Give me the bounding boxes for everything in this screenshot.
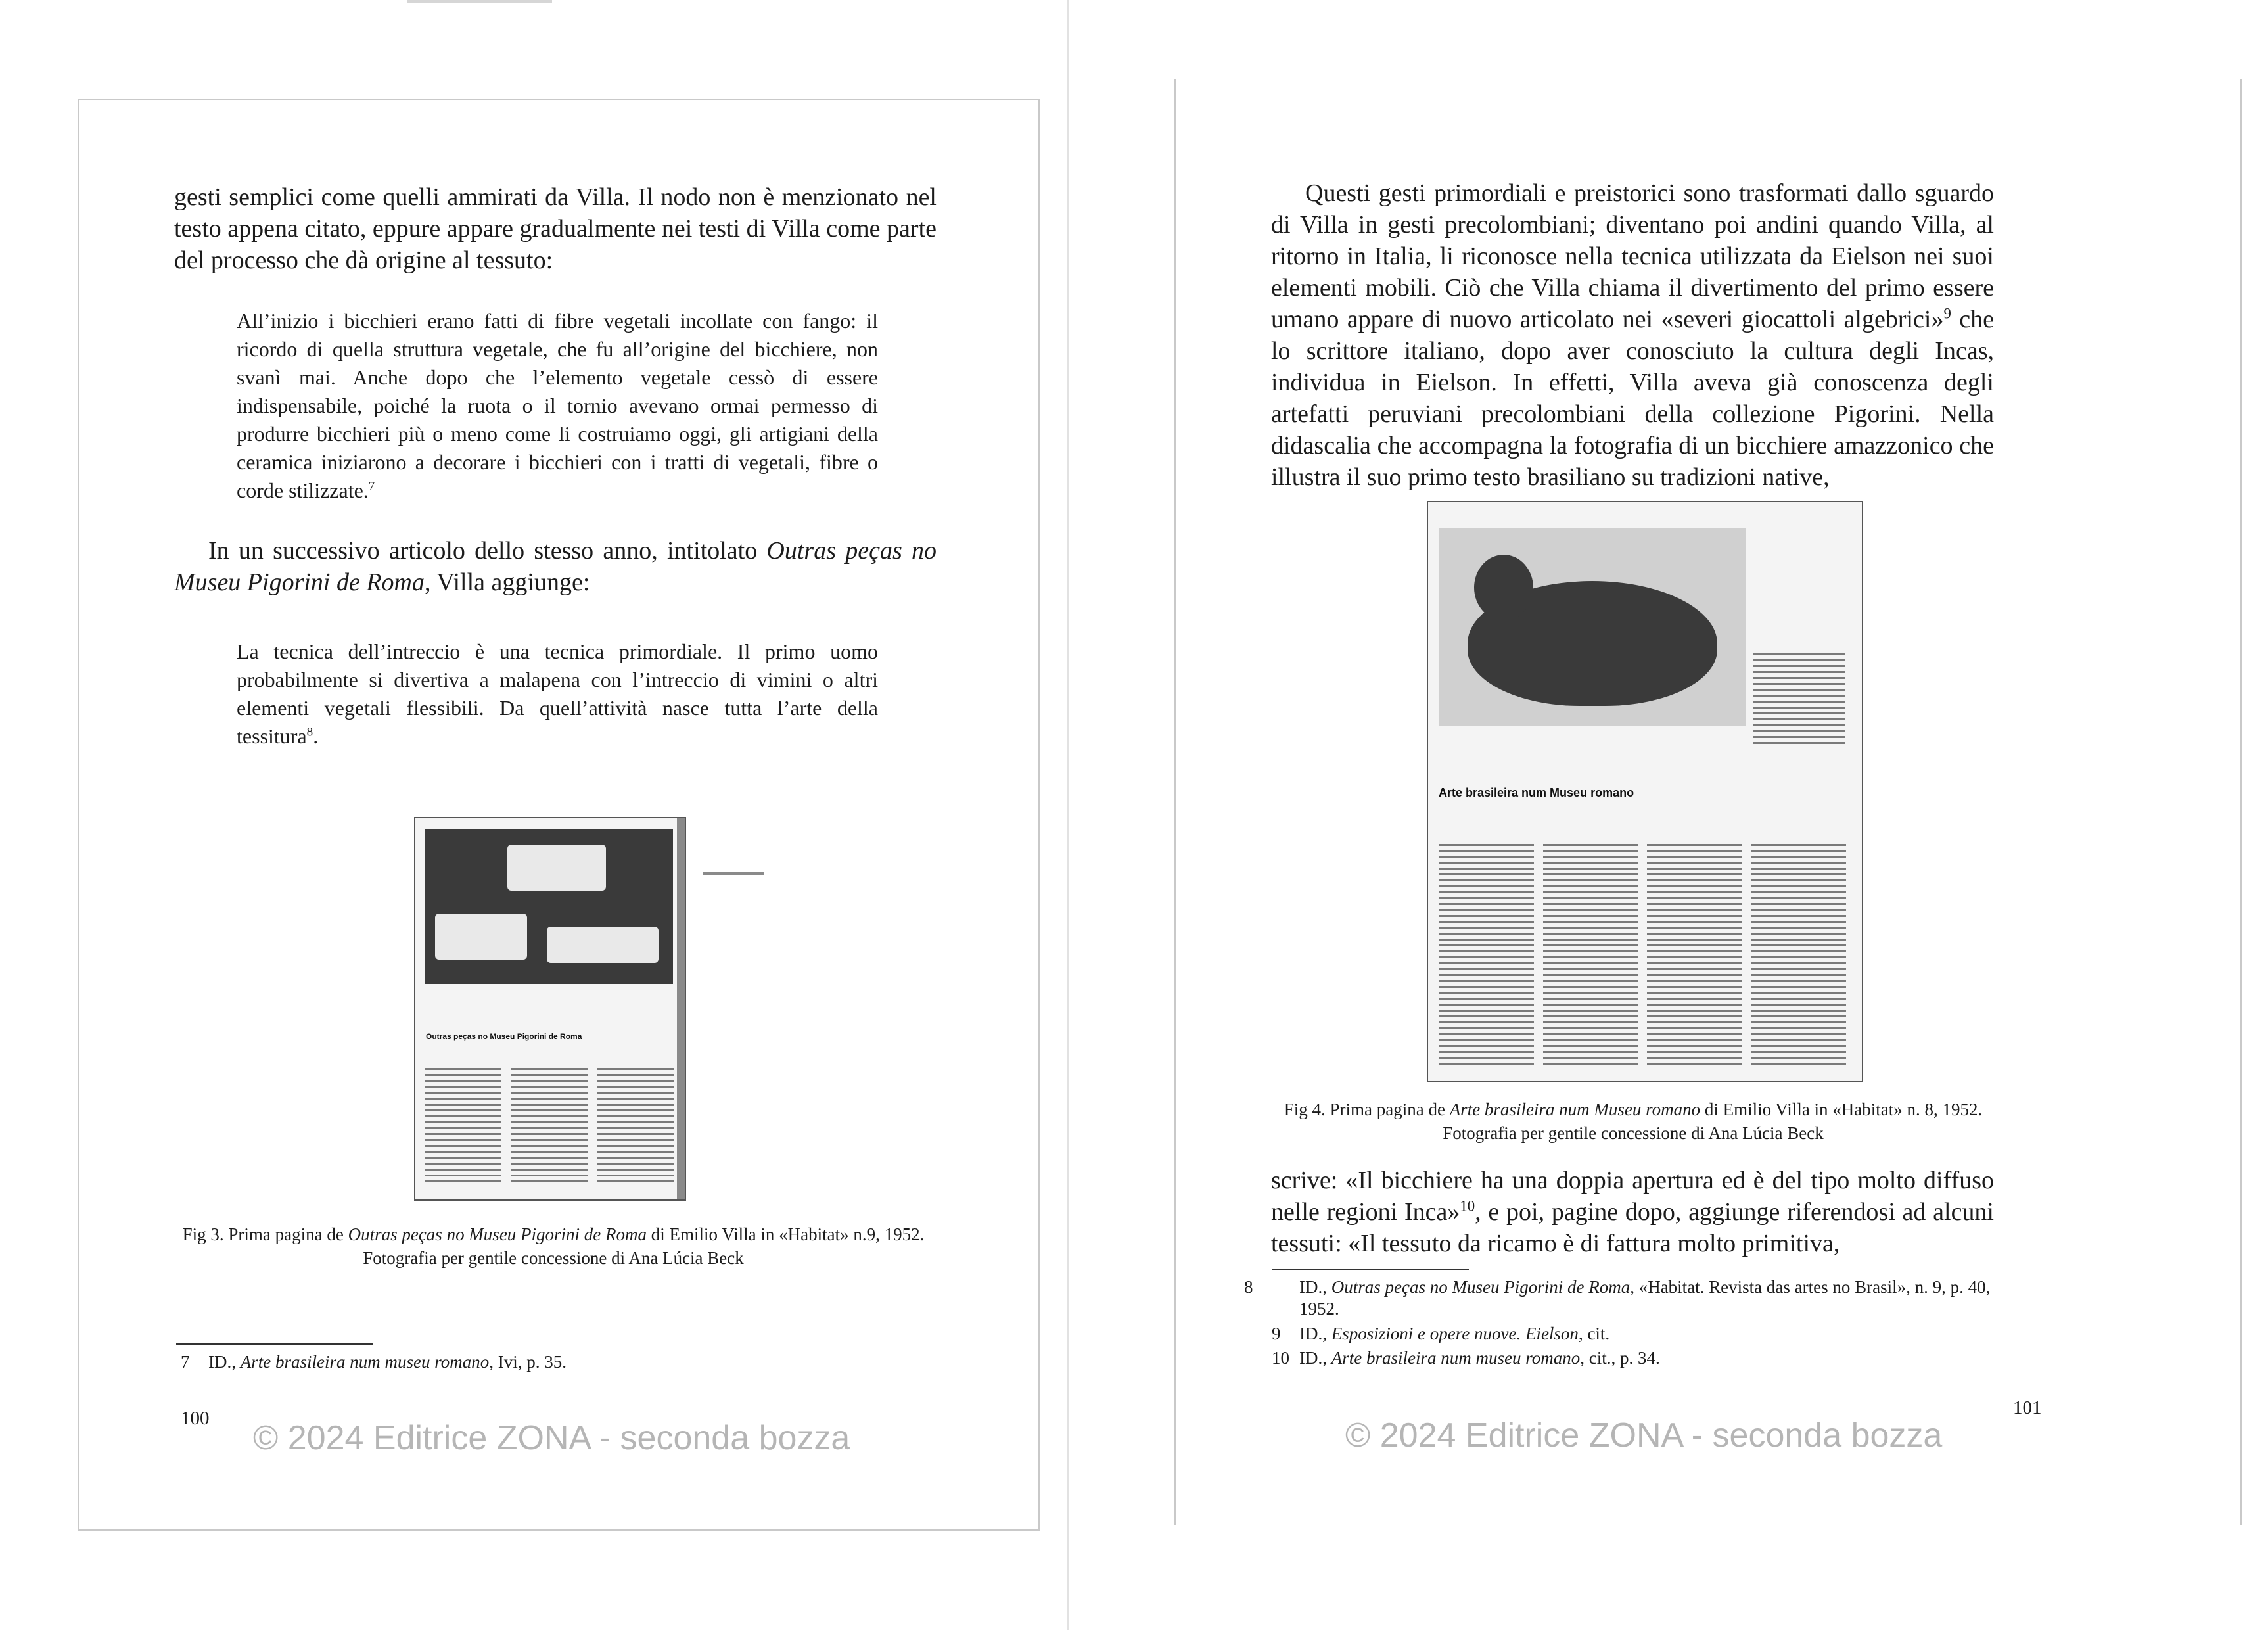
text-column bbox=[425, 1068, 501, 1186]
caption-title: Arte brasileira num Museu romano bbox=[1449, 1100, 1701, 1119]
paragraph-2-end: , e poi, pagine dopo, aggiunge riferendosi ad alcuni tessuti: «Il tessuto da ricamo è di fattura molto primitiva, bbox=[1271, 1198, 1994, 1257]
paragraph-2-start: scrive: «Il bicchiere ha una doppia apertura ed è del tipo molto diffuso nelle regioni Inca» bbox=[1271, 1167, 1994, 1226]
caption-end: di Emilio Villa in «Habitat» n. 8, 1952. Fotografia per gentile concessione di Ana Lúcia Beck bbox=[1443, 1100, 1983, 1143]
comb-shape-1 bbox=[507, 845, 606, 891]
footnote-rule bbox=[1272, 1269, 1469, 1270]
footnote-title: Arte brasileira num museu romano bbox=[1331, 1348, 1581, 1368]
paragraph-1-end: che lo scrittore italiano, dopo aver conosciuto la cultura degli Incas, individua in Eielson. In effetti, Villa aveva già conoscenza degli artefatti peruviani precolombiani della collezione Pigorini. Nella didascalia che accompagna la fotografia di un bicchiere amazzonico che illustra il suo primo testo brasiliano su tradizioni native, bbox=[1271, 306, 1994, 491]
footnote-rule bbox=[176, 1343, 373, 1345]
footnote-8 bbox=[1244, 1276, 2022, 1320]
figure-3-text-columns bbox=[425, 1068, 674, 1186]
watermark: © 2024 Editrice ZONA - seconda bozza bbox=[1345, 1416, 1943, 1455]
figure-4-text-columns bbox=[1439, 844, 1846, 1067]
watermark: © 2024 Editrice ZONA - seconda bozza bbox=[253, 1419, 850, 1457]
footnote-number: 8 bbox=[1244, 1277, 1253, 1297]
caption-start: Fig 4. Prima pagina de bbox=[1284, 1100, 1450, 1119]
paragraph-2-start: In un successivo articolo dello stesso anno, intitolato bbox=[208, 537, 767, 565]
footnote-author: ID., bbox=[1299, 1277, 1331, 1297]
text-column bbox=[1753, 653, 1845, 745]
text-column bbox=[1543, 844, 1638, 1067]
scan-mark bbox=[703, 872, 764, 875]
page-number: 101 bbox=[2013, 1397, 2042, 1418]
figure-4-side-column bbox=[1753, 653, 1845, 745]
footnote-author: ID., bbox=[208, 1352, 241, 1372]
left-page bbox=[0, 0, 1068, 1630]
text-column bbox=[1647, 844, 1742, 1067]
left-paragraph-2 bbox=[174, 535, 937, 598]
figure-3-right-strip bbox=[677, 818, 685, 1199]
footnote-number: 9 bbox=[1272, 1324, 1281, 1343]
left-quote-1 bbox=[237, 307, 878, 505]
comb-shape-2 bbox=[435, 914, 527, 960]
footnote-number: 10 bbox=[1272, 1348, 1289, 1368]
text-column bbox=[597, 1068, 674, 1186]
right-paragraph-1 bbox=[1271, 177, 1994, 493]
footnote-9 bbox=[1272, 1323, 1995, 1345]
footnote-rest: , cit. bbox=[1578, 1324, 1610, 1343]
footnote-rest: , Ivi, p. 35. bbox=[489, 1352, 567, 1372]
page-number: 100 bbox=[181, 1408, 210, 1429]
footnote-number: 7 bbox=[181, 1352, 190, 1372]
caption-title: Outras peças no Museu Pigorini de Roma bbox=[348, 1224, 647, 1244]
text-column bbox=[1439, 844, 1534, 1067]
right-paragraph-2 bbox=[1271, 1165, 1994, 1259]
footnote-author: ID., bbox=[1299, 1324, 1331, 1343]
figure-3-caption bbox=[172, 1222, 935, 1270]
vessel-head bbox=[1474, 555, 1533, 620]
figure-3-heading: Outras peças no Museu Pigorini de Roma bbox=[426, 1032, 582, 1041]
quote-1-text: All’inizio i bicchieri erano fatti di fibre vegetali incollate con fango: il ricordo di quella struttura vegetale, che fu all’origine del bicchiere, non svanì mai. Anche dopo che l’elemento vegetale cessò di essere indispensabile, poiché la ruota o il tornio avevano ormai permesso di produrre bicchieri più o meno come li costruiamo oggi, gli artigiani della ceramica iniziarono a decorare i bicchieri con i tratti di vegetali, fibre o corde stilizzate. bbox=[237, 309, 878, 502]
footnote-7 bbox=[181, 1351, 904, 1373]
article-title: Outras peças no Museu Pigorini de Roma bbox=[174, 537, 937, 596]
right-page bbox=[1069, 0, 2268, 1630]
text-column bbox=[1751, 844, 1847, 1067]
figure-3-image bbox=[414, 817, 686, 1201]
footnote-title: Arte brasileira num museu romano bbox=[240, 1352, 490, 1372]
figure-4-heading: Arte brasileira num Museu romano bbox=[1439, 786, 1634, 799]
quote-2-end: . bbox=[313, 724, 319, 748]
caption-start: Fig 3. Prima pagina de bbox=[182, 1224, 348, 1244]
footnote-10 bbox=[1272, 1347, 1995, 1369]
footnote-rest: , cit., p. 34. bbox=[1580, 1348, 1660, 1368]
left-quote-2 bbox=[237, 638, 878, 751]
footnote-rest: , «Habitat. Revista das artes no Brasil», n. 9, p. 40, 1952. bbox=[1299, 1277, 1991, 1318]
caption-end: di Emilio Villa in «Habitat» n.9, 1952. Fotografia per gentile concessione di Ana Lúcia Beck bbox=[363, 1224, 925, 1268]
footnote-title: Outras peças no Museu Pigorini de Roma bbox=[1331, 1277, 1631, 1297]
footnote-ref-9: 9 bbox=[1943, 305, 1951, 322]
footnote-title: Esposizioni e opere nuove. Eielson bbox=[1331, 1324, 1579, 1343]
footnote-ref-8: 8 bbox=[306, 725, 313, 739]
footnote-ref-10: 10 bbox=[1460, 1198, 1475, 1215]
paragraph-1-start: Questi gesti primordiali e preistorici sono trasformati dallo sguardo di Villa in gesti precolombiani; diventano poi andini quando Villa, al ritorno in Italia, li riconosce nella tecnica utilizzata da Eielson nei suoi elementi mobili. Ciò che Villa chiama il divertimento del primo essere umano appare di nuovo articolato nei «severi giocattoli algebrici» bbox=[1271, 179, 1994, 333]
figure-4-caption bbox=[1272, 1098, 1995, 1145]
left-paragraph-1: gesti semplici come quelli ammirati da Villa. Il nodo non è menzionato nel testo appena citato, eppure appare gradualmente nei testi di Villa come parte del processo che dà origine al tessuto: bbox=[174, 183, 937, 274]
text-column bbox=[511, 1068, 588, 1186]
quote-2-text: La tecnica dell’intreccio è una tecnica primordiale. Il primo uomo probabilmente si divertiva a malapena con l’intreccio di vimini o altri elementi vegetali flessibili. Da quell’attività nasce tutta l’arte della tessitura bbox=[237, 640, 878, 748]
comb-shape-3 bbox=[547, 927, 659, 963]
paragraph-2-end: , Villa aggiunge: bbox=[425, 569, 590, 596]
figure-4-image bbox=[1427, 501, 1863, 1082]
footnote-ref-7: 7 bbox=[368, 479, 375, 494]
footnote-author: ID., bbox=[1299, 1348, 1331, 1368]
